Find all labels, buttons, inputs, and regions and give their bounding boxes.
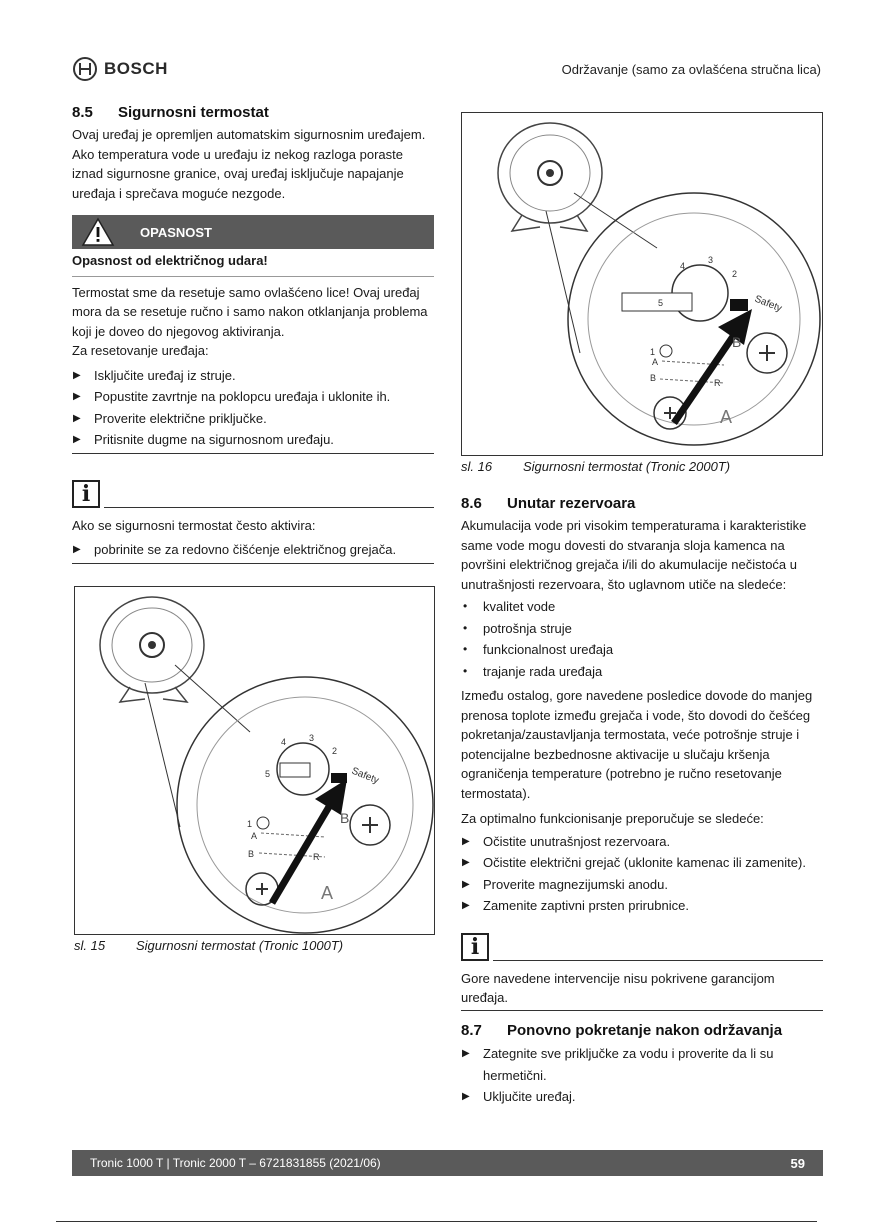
section-title: Ponovno pokretanje nakon održavanja bbox=[507, 1022, 783, 1039]
footer-text: Tronic 1000 T | Tronic 2000 T – 6721831855 (2021/06) bbox=[90, 1156, 381, 1170]
figure-number: sl. 15 bbox=[74, 938, 106, 953]
terminal-a-label: A bbox=[251, 831, 258, 841]
dial-mark-5: 5 bbox=[265, 769, 271, 779]
list-item: ▶ pobrinite se za redovno čišćenje električnog grejača. bbox=[72, 539, 434, 561]
list-item: • kvalitet vode bbox=[461, 596, 823, 618]
footer-bar bbox=[72, 1150, 823, 1176]
terminal-a-label: A bbox=[652, 357, 659, 367]
section-title: Unutar rezervoara bbox=[507, 495, 636, 512]
list-item: ▶ Uključite uređaj. bbox=[461, 1086, 823, 1108]
figure-15 bbox=[74, 586, 435, 935]
restart-steps bbox=[461, 1043, 823, 1108]
dial-mark-3: 3 bbox=[708, 255, 714, 265]
section-number: 8.5 bbox=[72, 104, 93, 121]
figure-caption-text: Sigurnosni termostat (Tronic 2000T) bbox=[523, 459, 731, 474]
dial-mark-2: 2 bbox=[332, 746, 338, 756]
brand-logo bbox=[72, 56, 168, 82]
section-8-5 bbox=[72, 104, 434, 564]
list-item: ▶ Pritisnite dugme na sigurnosnom uređaju. bbox=[72, 429, 434, 451]
list-item: ▶ Proverite električne priključke. bbox=[72, 408, 434, 430]
danger-banner bbox=[72, 215, 434, 249]
dial-mark-4: 4 bbox=[281, 737, 287, 747]
divider bbox=[493, 960, 823, 961]
dial-mark-4: 4 bbox=[680, 261, 686, 271]
safety-label: Safety bbox=[752, 293, 784, 315]
divider bbox=[72, 453, 434, 454]
intro-paragraph: Akumulacija vode pri visokim temperaturama i karakteristike same vode mogu dovesti do stvaranja sloja kamenca na površini električnog grejača i/ili do akumulacije nečistoća u unutrašnjosti rezervoara, što uglavnom utiče na sledeće: bbox=[461, 518, 807, 592]
danger-text: Termostat sme da resetuje samo ovlašćeno lice! Ovaj uređaj mora da se resetuje ručno i samo nakon otklanjanja problema koji je doveo do njegovog aktiviranja. bbox=[72, 284, 428, 339]
recommendation-steps bbox=[461, 831, 823, 917]
divider bbox=[461, 1010, 823, 1011]
warning-icon bbox=[72, 215, 124, 249]
danger-heading: Opasnost od električnog udara! bbox=[72, 253, 268, 268]
info-note bbox=[461, 933, 823, 961]
bosch-logo-icon bbox=[72, 56, 98, 82]
list-item: ▶ Isključite uređaj iz struje. bbox=[72, 365, 434, 387]
terminal-r-label: R bbox=[313, 852, 320, 862]
figure-15-caption bbox=[74, 938, 343, 953]
info-icon: i bbox=[461, 933, 489, 961]
list-item: ▶ Zategnite sve priključke za vodu i proverite da li su hermetični. bbox=[461, 1043, 823, 1086]
section-heading bbox=[72, 104, 434, 121]
big-a-label: A bbox=[720, 407, 733, 427]
dial-mark-5: 5 bbox=[658, 298, 664, 308]
info-text: Ako se sigurnosni termostat često aktivira: bbox=[72, 517, 316, 533]
terminal-b-label: B bbox=[248, 849, 255, 859]
list-item: ▶ Popustite zavrtnje na poklopcu uređaja i uklonite ih. bbox=[72, 386, 434, 408]
dial-mark-2: 2 bbox=[732, 269, 738, 279]
recommendation-intro: Za optimalno funkcionisanje preporučuje se sledeće: bbox=[461, 811, 764, 826]
danger-label: OPASNOST bbox=[140, 224, 212, 240]
divider bbox=[72, 276, 434, 277]
safety-label: Safety bbox=[349, 765, 381, 787]
page-number: 59 bbox=[790, 1155, 805, 1171]
terminal-r-label: R bbox=[714, 378, 721, 388]
figure-number: sl. 16 bbox=[461, 459, 493, 474]
list-item: ▶ Očistite unutrašnjost rezervoara. bbox=[461, 831, 823, 853]
info-note bbox=[72, 480, 434, 508]
section-number: 8.6 bbox=[461, 495, 482, 512]
info-text: Gore navedene intervencije nisu pokrivene garancijom uređaja. bbox=[461, 970, 775, 1005]
section-heading bbox=[461, 495, 823, 512]
figure-16-caption bbox=[461, 459, 730, 474]
thermostat-illustration bbox=[75, 587, 434, 934]
section-number: 8.7 bbox=[461, 1022, 482, 1039]
thermostat-illustration bbox=[462, 113, 822, 455]
terminal-b-label: B bbox=[650, 373, 657, 383]
list-item: ▶ Očistite električni grejač (uklonite kamenac ili zamenite). bbox=[461, 852, 823, 874]
list-item: ▶ Proverite magnezijumski anodu. bbox=[461, 874, 823, 896]
list-item: • trajanje rada uređaja bbox=[461, 661, 823, 683]
reset-steps bbox=[72, 365, 434, 451]
terminal-1-label: 1 bbox=[247, 819, 253, 829]
list-item: • funkcionalnost uređaja bbox=[461, 639, 823, 661]
big-b-label: B bbox=[340, 810, 350, 826]
divider bbox=[72, 563, 434, 564]
divider bbox=[104, 507, 434, 508]
list-item: ▶ Zamenite zaptivni prsten prirubnice. bbox=[461, 895, 823, 917]
big-b-label: B bbox=[732, 334, 742, 350]
dial-mark-3: 3 bbox=[309, 733, 315, 743]
intro-paragraph: Ovaj uređaj je opremljen automatskim sigurnosnim uređajem. Ako temperatura vode u uređaju iz nekog razloga poraste iznad sigurnosne granice, ovaj uređaj isključuje napajanje uređaja i sprečava moguće nezgode. bbox=[72, 127, 426, 201]
section-8-6 bbox=[461, 495, 823, 1011]
terminal-1-label: 1 bbox=[650, 347, 656, 357]
section-title: Sigurnosni termostat bbox=[118, 104, 269, 121]
section-8-7 bbox=[461, 1022, 823, 1108]
section-heading bbox=[461, 1022, 823, 1039]
effects-list bbox=[461, 596, 823, 682]
divider bbox=[56, 1221, 817, 1222]
figure-caption-text: Sigurnosni termostat (Tronic 1000T) bbox=[136, 938, 344, 953]
consequences-paragraph: Između ostalog, gore navedene posledice dovode do manjeg prenosa toplote između grejača i vode, što dovodi do češćeg pokretanja/zaustavljanja termostata, veće potrošnje struje i potencijalne bezbednosne aktivacije u slučaju kršenja ograničenja temperature (potrebno je ručno resetovanje termostata). bbox=[461, 688, 813, 801]
figure-16 bbox=[461, 112, 823, 456]
list-item: • potrošnja struje bbox=[461, 618, 823, 640]
info-steps bbox=[72, 539, 434, 561]
big-a-label: A bbox=[321, 883, 334, 903]
section-header-title: Održavanje (samo za ovlašćena stručna lica) bbox=[561, 62, 821, 77]
brand-name: BOSCH bbox=[104, 59, 168, 78]
reset-intro: Za resetovanje uređaja: bbox=[72, 343, 209, 358]
info-icon: i bbox=[72, 480, 100, 508]
